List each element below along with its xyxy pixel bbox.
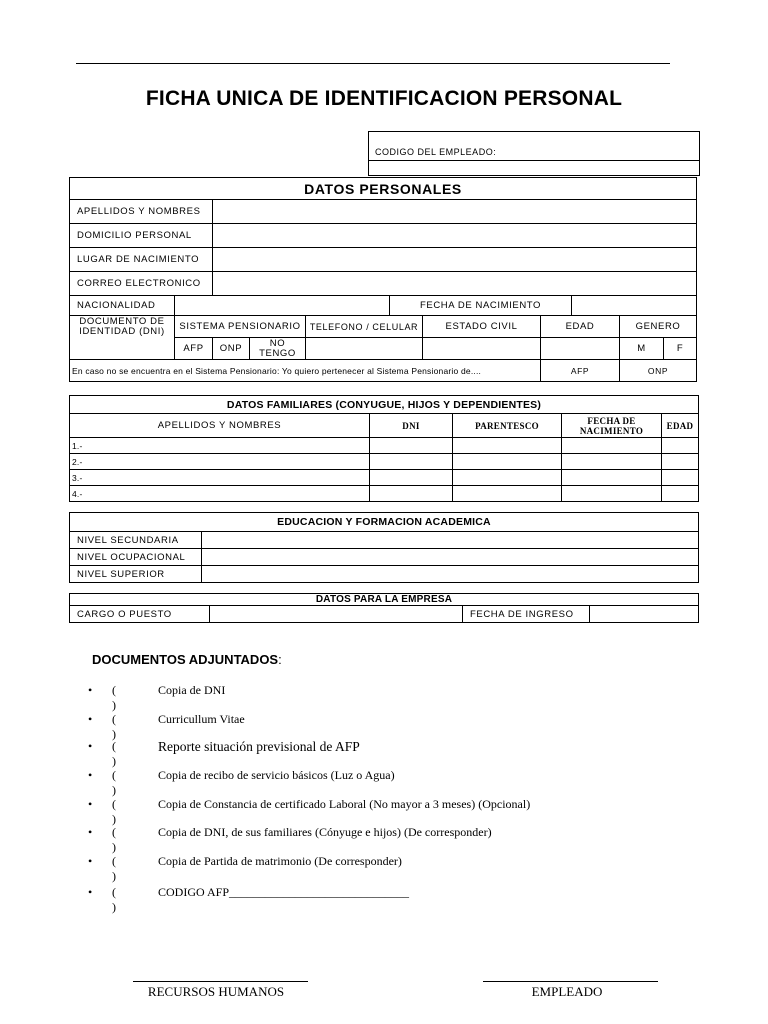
phone-label: TELEFONO / CELULAR bbox=[306, 316, 423, 338]
higher-level-field[interactable] bbox=[202, 566, 699, 583]
position-field[interactable] bbox=[210, 606, 463, 623]
hr-signature-line bbox=[133, 981, 308, 982]
note-onp-option[interactable]: ONP bbox=[620, 360, 697, 382]
family-data-heading: DATOS FAMILIARES (CONYUGUE, HIJOS Y DEPENDIENTES) bbox=[70, 396, 699, 414]
email-label: CORREO ELECTRONICO bbox=[70, 272, 213, 296]
document-checkbox[interactable]: ( ) bbox=[112, 683, 116, 712]
education-table bbox=[69, 512, 699, 583]
secondary-level-field[interactable] bbox=[202, 532, 699, 549]
document-checkbox[interactable]: ( ) bbox=[112, 854, 116, 883]
attached-documents-heading: DOCUMENTOS ADJUNTADOS: bbox=[92, 652, 282, 667]
marital-status-label: ESTADO CIVIL bbox=[423, 316, 541, 338]
family-row-label: 3.- bbox=[70, 470, 370, 486]
full-name-label: APELLIDOS Y NOMBRES bbox=[70, 200, 213, 224]
age-field[interactable] bbox=[541, 338, 620, 360]
address-field[interactable] bbox=[213, 224, 697, 248]
birthplace-label: LUGAR DE NACIMIENTO bbox=[70, 248, 213, 272]
education-heading: EDUCACION Y FORMACION ACADEMICA bbox=[70, 513, 699, 532]
document-checkbox[interactable]: ( ) bbox=[112, 768, 116, 797]
afp-option[interactable]: AFP bbox=[175, 338, 213, 360]
marital-status-field[interactable] bbox=[423, 338, 541, 360]
pension-note: En caso no se encuentra en el Sistema Pensionario: Yo quiero pertenecer al Sistema Pensionario de.... bbox=[70, 360, 541, 382]
secondary-level-label: NIVEL SECUNDARIA bbox=[70, 532, 202, 549]
birthdate-field[interactable] bbox=[572, 296, 697, 316]
employee-code-label: CODIGO DEL EMPLEADO: bbox=[375, 147, 497, 157]
birthplace-field[interactable] bbox=[213, 248, 697, 272]
document-checkbox[interactable]: ( ) bbox=[112, 797, 116, 826]
start-date-label: FECHA DE INGRESO bbox=[463, 606, 590, 623]
gender-label: GENERO bbox=[620, 316, 697, 338]
document-checkbox[interactable]: ( ) bbox=[112, 825, 116, 854]
gender-m-option[interactable]: M bbox=[620, 338, 664, 360]
document-checkbox[interactable]: ( ) bbox=[112, 712, 116, 741]
personal-data-heading: DATOS PERSONALES bbox=[70, 178, 697, 200]
gender-f-option[interactable]: F bbox=[664, 338, 697, 360]
employee-code-box bbox=[368, 131, 700, 176]
hr-signature-label: RECURSOS HUMANOS bbox=[147, 984, 285, 999]
age-label: EDAD bbox=[541, 316, 620, 338]
family-col-dni: DNI bbox=[370, 414, 453, 438]
document-checkbox[interactable]: ( ) bbox=[112, 739, 116, 768]
employee-signature-line bbox=[483, 981, 658, 982]
nationality-label: NACIONALIDAD bbox=[70, 296, 175, 316]
occupational-level-field[interactable] bbox=[202, 549, 699, 566]
family-col-age: EDAD bbox=[662, 414, 699, 438]
family-col-birthdate: FECHA DE NACIMIENTO bbox=[562, 414, 662, 438]
family-row-label: 1.- bbox=[70, 438, 370, 454]
onp-option[interactable]: ONP bbox=[213, 338, 250, 360]
email-field[interactable] bbox=[213, 272, 697, 296]
top-rule bbox=[76, 63, 670, 64]
full-name-field[interactable] bbox=[213, 200, 697, 224]
position-label: CARGO O PUESTO bbox=[70, 606, 210, 623]
family-row-label: 2.- bbox=[70, 454, 370, 470]
start-date-field[interactable] bbox=[590, 606, 699, 623]
family-data-table bbox=[69, 395, 699, 502]
document-checkbox[interactable]: ( ) bbox=[112, 885, 116, 914]
personal-data-table bbox=[69, 177, 697, 382]
no-pension-option[interactable]: NO TENGO bbox=[250, 338, 306, 360]
higher-level-label: NIVEL SUPERIOR bbox=[70, 566, 202, 583]
pension-system-label: SISTEMA PENSIONARIO bbox=[175, 316, 306, 338]
page-title: FICHA UNICA DE IDENTIFICACION PERSONAL bbox=[145, 87, 623, 110]
family-col-name: APELLIDOS Y NOMBRES bbox=[70, 414, 370, 438]
birthdate-label: FECHA DE NACIMIENTO bbox=[390, 296, 572, 316]
nationality-field[interactable] bbox=[175, 296, 390, 316]
dni-label: DOCUMENTO DE IDENTIDAD (DNI) bbox=[70, 316, 175, 360]
phone-field[interactable] bbox=[306, 338, 423, 360]
family-row-label: 4.- bbox=[70, 486, 370, 502]
company-data-heading: DATOS PARA LA EMPRESA bbox=[70, 594, 699, 606]
occupational-level-label: NIVEL OCUPACIONAL bbox=[70, 549, 202, 566]
family-col-relationship: PARENTESCO bbox=[453, 414, 562, 438]
address-label: DOMICILIO PERSONAL bbox=[70, 224, 213, 248]
company-data-table bbox=[69, 593, 699, 623]
note-afp-option[interactable]: AFP bbox=[541, 360, 620, 382]
employee-signature-label: EMPLEADO bbox=[531, 984, 603, 999]
